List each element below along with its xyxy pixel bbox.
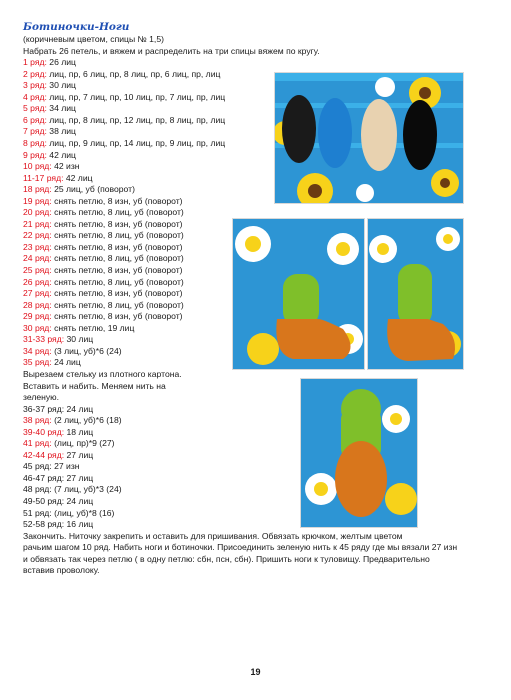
pattern-row <box>23 230 184 241</box>
row-text: 49-50 ряд: <box>23 496 65 506</box>
row-text: 42 лиц <box>63 172 93 183</box>
pattern-row <box>23 346 122 357</box>
row-number: 24 ряд: <box>23 253 52 264</box>
row-text: лиц, пр, 8 лиц, пр, 12 лиц, пр, 8 лиц, пр, лиц <box>46 114 226 125</box>
pattern-row <box>23 138 225 149</box>
pattern-row <box>23 404 93 415</box>
row-text: (3 лиц, уб)*6 (24) <box>51 345 122 356</box>
row-text: 26 лиц <box>46 57 76 68</box>
row-number: 35 ряд: <box>23 357 52 368</box>
pattern-row <box>23 242 183 253</box>
pattern-row <box>23 450 93 461</box>
pattern-row <box>23 311 183 322</box>
row-text: 27 изн <box>51 461 80 472</box>
row-text: 46-47 ряд: <box>23 472 65 483</box>
row-text: (2 лиц, уб)*6 (18) <box>51 415 122 426</box>
footer-line <box>23 531 403 542</box>
pattern-row <box>23 277 184 288</box>
row-text: снять петлю, 8 лиц, уб (поворот) <box>51 207 184 218</box>
pattern-row <box>23 508 114 519</box>
row-text: рачьим шагом 10 ряд. Набить ноги и ботиночки. Присоединить зеленую нить к 45 ряду где мы вязали 27 изн <box>23 542 458 553</box>
intro-line <box>23 46 320 57</box>
row-text: 30 лиц <box>46 80 76 91</box>
row-number: 4 ряд: <box>23 91 47 102</box>
row-number: 34 ряд: <box>23 345 52 356</box>
pattern-row <box>23 184 135 195</box>
pattern-row <box>23 126 76 137</box>
row-text: 34 лиц <box>46 103 76 114</box>
pattern-row <box>23 519 93 530</box>
row-number: 29 ряд: <box>23 311 52 322</box>
row-text: лиц, пр, 7 лиц, пр, 10 лиц, пр, 7 лиц, пр, лиц <box>46 91 226 102</box>
insoles-photo <box>274 72 464 204</box>
pattern-row <box>23 323 134 334</box>
row-number: 2 ряд: <box>23 68 47 79</box>
pattern-row <box>23 265 183 276</box>
row-text: (7 лиц, уб)*3 (24) <box>51 484 122 495</box>
row-text: снять петлю, 8 изн, уб (поворот) <box>51 288 183 299</box>
row-number: 31-33 ряд: <box>23 334 65 345</box>
pattern-row <box>23 415 122 426</box>
row-number: 39-40 ряд: <box>23 426 65 437</box>
row-text: снять петлю, 19 лиц <box>51 322 135 333</box>
page-number: 19 <box>250 667 261 677</box>
row-text: снять петлю, 8 лиц, уб (поворот) <box>51 253 184 264</box>
row-number: 6 ряд: <box>23 114 47 125</box>
row-number: 30 ряд: <box>23 322 52 333</box>
row-text: Вставить и набить. Меняем нить на <box>23 380 166 391</box>
row-number: 27 ряд: <box>23 288 52 299</box>
footer-line <box>23 542 457 553</box>
pattern-row <box>23 161 80 172</box>
row-text: 24 лиц <box>64 403 94 414</box>
pattern-row <box>23 427 93 438</box>
row-text: и обвязать так через петлю ( в одну петлю: сбн, псн, сбн). Пришить ноги к туловищу. Предварительно <box>23 553 430 564</box>
row-text: 27 лиц <box>64 449 94 460</box>
pattern-row <box>23 461 80 472</box>
row-text: 45 ряд: <box>23 461 52 472</box>
pattern-row <box>23 207 184 218</box>
row-text: 27 лиц <box>64 472 94 483</box>
footer-line <box>23 565 100 576</box>
boot-photo-2 <box>367 218 464 370</box>
row-text: 48 ряд: <box>23 484 52 495</box>
row-text: лиц, пр, 9 лиц, пр, 14 лиц, пр, 9 лиц, пр, лиц <box>46 137 226 148</box>
pattern-row <box>23 473 93 484</box>
note-line <box>23 381 166 392</box>
row-number: 42-44 ряд: <box>23 449 65 460</box>
pattern-row <box>23 357 81 368</box>
row-text: 52-58 ряд: <box>23 519 65 530</box>
row-number: 11-17 ряд: <box>23 172 64 183</box>
row-number: 1 ряд: <box>23 57 47 68</box>
row-number: 7 ряд: <box>23 126 47 137</box>
pattern-row <box>23 80 76 91</box>
intro-line <box>23 34 164 45</box>
row-text: (коричневым цветом, спицы № 1,5) <box>23 34 164 44</box>
pattern-row <box>23 103 76 114</box>
row-number: 20 ряд: <box>23 207 52 218</box>
pattern-row <box>23 300 184 311</box>
row-text: 18 лиц <box>64 426 94 437</box>
row-number: 25 ряд: <box>23 265 52 275</box>
row-text: 42 изн <box>51 161 80 172</box>
row-text: 36-37 ряд: <box>23 403 65 414</box>
row-number: 23 ряд: <box>23 241 52 252</box>
row-text: 24 лиц <box>64 496 94 506</box>
row-text: 30 лиц <box>64 334 94 345</box>
row-text: снять петлю, 8 изн, уб (поворот) <box>51 195 183 206</box>
pattern-row <box>23 92 225 103</box>
row-number: 9 ряд: <box>23 149 47 160</box>
row-text: снять петлю, 8 изн, уб (поворот) <box>51 265 183 275</box>
pattern-row <box>23 196 183 207</box>
row-number: 8 ряд: <box>23 137 47 148</box>
row-text: снять петлю, 8 изн, уб (поворот) <box>51 218 183 229</box>
note-line <box>23 369 182 380</box>
row-text: снять петлю, 8 лиц, уб (поворот) <box>51 299 184 310</box>
row-text: вставив проволоку. <box>23 565 100 576</box>
row-number: 38 ряд: <box>23 415 52 426</box>
row-text: 51 ряд: <box>23 507 52 518</box>
note-line <box>23 392 59 403</box>
boot-photo-1 <box>232 218 365 370</box>
row-text: 24 лиц <box>51 357 81 368</box>
row-number: 18 ряд: <box>23 184 52 195</box>
footer-line <box>23 554 430 565</box>
row-text: снять петлю, 8 лиц, уб (поворот) <box>51 276 184 287</box>
row-number: 10 ряд: <box>23 161 52 172</box>
row-text: 25 лиц, уб (поворот) <box>51 184 135 195</box>
row-text: Набрать 26 петель, и вяжем и распределить на три спицы вяжем по кругу. <box>23 45 320 56</box>
row-text: снять петлю, 8 изн, уб (поворот) <box>51 241 183 252</box>
row-text: Вырезаем стельку из плотного картона. <box>23 368 182 379</box>
row-text: Закончить. Ниточку закрепить и оставить для пришивания. Обвязать крючком, желтым цветом <box>23 530 403 541</box>
row-text: 42 лиц <box>46 149 76 160</box>
pattern-row <box>23 219 183 230</box>
row-number: 19 ряд: <box>23 195 52 206</box>
pattern-row <box>23 115 225 126</box>
row-number: 41 ряд: <box>23 438 52 449</box>
row-text: 16 лиц <box>64 519 94 530</box>
row-text: снять петлю, 8 изн, уб (поворот) <box>51 311 183 322</box>
row-text: (лиц, уб)*8 (16) <box>51 507 115 518</box>
row-number: 21 ряд: <box>23 218 52 229</box>
pattern-row <box>23 57 76 68</box>
pattern-row <box>23 69 220 80</box>
pattern-row <box>23 484 122 495</box>
row-text: (лиц, пр)*9 (27) <box>51 438 115 449</box>
page-title: Ботиночки-Ноги <box>23 21 130 33</box>
boot-photo-3 <box>300 378 418 528</box>
row-text: 38 лиц <box>46 126 76 137</box>
row-text: зеленую. <box>23 392 60 403</box>
pattern-row <box>23 438 115 449</box>
pattern-row <box>23 253 184 264</box>
pattern-row <box>23 288 183 299</box>
row-number: 5 ряд: <box>23 103 47 114</box>
row-text: лиц, пр, 6 лиц, пр, 8 лиц, пр, 6 лиц, пр, лиц <box>46 68 221 79</box>
row-number: 26 ряд: <box>23 276 52 287</box>
pattern-row <box>23 496 93 507</box>
pattern-row <box>23 334 93 345</box>
row-text: снять петлю, 8 лиц, уб (поворот) <box>51 230 184 241</box>
row-number: 28 ряд: <box>23 299 52 310</box>
pattern-row <box>23 150 76 161</box>
row-number: 3 ряд: <box>23 80 47 91</box>
row-number: 22 ряд: <box>23 230 52 241</box>
pattern-row <box>23 173 93 184</box>
